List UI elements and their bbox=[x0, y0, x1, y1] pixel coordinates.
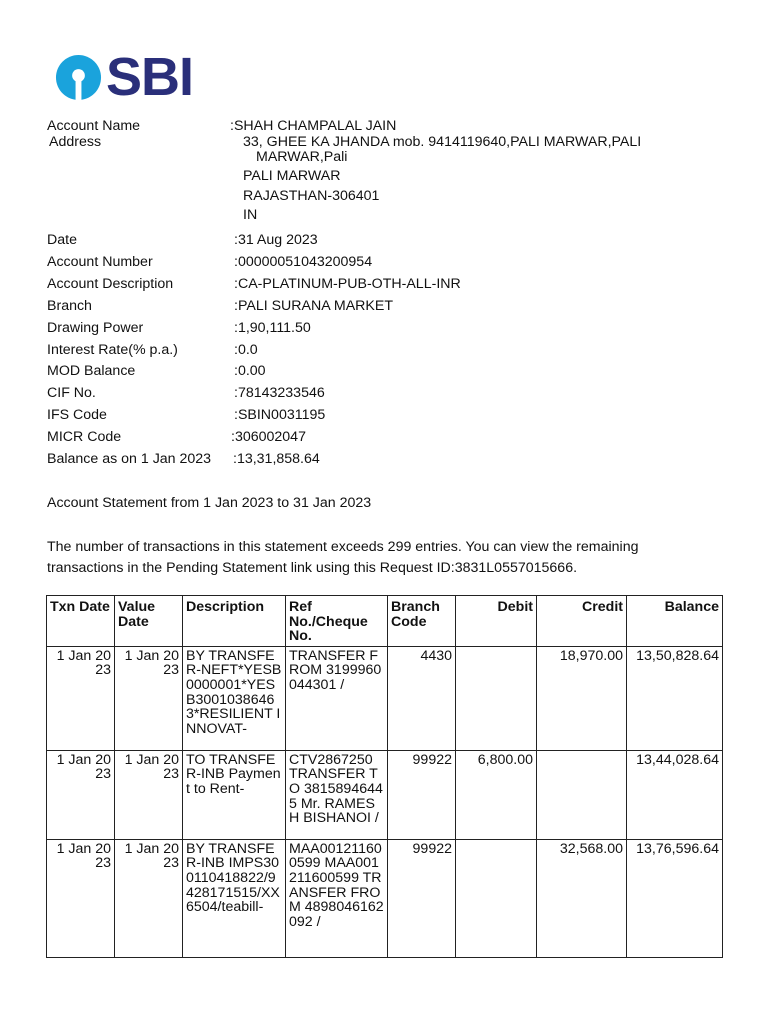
field-value: :306002047 bbox=[231, 429, 306, 445]
ref-cell: TRANSFER FROM 3199960044301 / bbox=[286, 646, 388, 750]
account-name-value: :SHAH CHAMPALAL JAIN bbox=[230, 118, 397, 134]
header-balance: Balance bbox=[627, 596, 723, 647]
address-label: Address bbox=[49, 134, 102, 150]
field-value: :00000051043200954 bbox=[234, 254, 373, 270]
header-branch-code: Branch Code bbox=[388, 596, 456, 647]
branch-code-cell: 99922 bbox=[388, 750, 456, 839]
header-debit: Debit bbox=[456, 596, 537, 647]
field-label: CIF No. bbox=[47, 385, 96, 401]
statement-notice-line-2: transactions in the Pending Statement link using this Request ID:3831L0557015666. bbox=[47, 560, 578, 576]
header-txn-date: Txn Date bbox=[47, 596, 115, 647]
statement-period: Account Statement from 1 Jan 2023 to 31 Jan 2023 bbox=[47, 495, 372, 511]
field-label: Branch bbox=[47, 298, 92, 314]
table-row bbox=[47, 839, 723, 957]
transactions-table bbox=[46, 595, 723, 958]
address-line-2: MARWAR,Pali bbox=[256, 149, 348, 165]
field-label: MICR Code bbox=[47, 429, 122, 445]
field-label: Interest Rate(% p.a.) bbox=[47, 342, 178, 358]
logo-text: SBI bbox=[106, 47, 194, 107]
txn-date-cell: 1 Jan 2023 bbox=[47, 839, 115, 957]
header-ref: Ref No./Cheque No. bbox=[286, 596, 388, 647]
field-value: :1,90,111.50 bbox=[234, 320, 311, 336]
field-label: Account Description bbox=[47, 276, 174, 292]
branch-code-cell: 4430 bbox=[388, 646, 456, 750]
debit-cell bbox=[456, 646, 537, 750]
field-label: Drawing Power bbox=[47, 320, 144, 336]
field-value: :0.0 bbox=[234, 342, 258, 358]
header-credit: Credit bbox=[537, 596, 627, 647]
account-name-label: Account Name bbox=[47, 118, 141, 134]
field-label: IFS Code bbox=[47, 407, 107, 423]
table-row bbox=[47, 750, 723, 839]
credit-cell: 18,970.00 bbox=[537, 646, 627, 750]
ref-cell: MAA001211600599 MAA001211600599 TRANSFER FROM 4898046162092 / bbox=[286, 839, 388, 957]
field-label: MOD Balance bbox=[47, 363, 136, 379]
description-cell: BY TRANSFER-INB IMPS300110418822/9428171515/XX6504/teabill- bbox=[183, 839, 286, 957]
debit-cell bbox=[456, 839, 537, 957]
field-label: Balance as on 1 Jan 2023 bbox=[47, 451, 212, 467]
value-date-cell: 1 Jan 2023 bbox=[115, 646, 183, 750]
field-label: Account Number bbox=[47, 254, 153, 270]
header-description: Description bbox=[183, 596, 286, 647]
table-header-row bbox=[47, 596, 723, 647]
ref-cell: CTV2867250 TRANSFER TO 38158946445 Mr. RAMESH BISHANOI / bbox=[286, 750, 388, 839]
sbi-logo bbox=[55, 47, 194, 107]
field-value: :SBIN0031195 bbox=[234, 407, 326, 423]
field-value: :31 Aug 2023 bbox=[234, 232, 318, 248]
debit-cell: 6,800.00 bbox=[456, 750, 537, 839]
balance-cell: 13,76,596.64 bbox=[627, 839, 723, 957]
txn-date-cell: 1 Jan 2023 bbox=[47, 750, 115, 839]
value-date-cell: 1 Jan 2023 bbox=[115, 750, 183, 839]
txn-date-cell: 1 Jan 2023 bbox=[47, 646, 115, 750]
credit-cell: 32,568.00 bbox=[537, 839, 627, 957]
credit-cell bbox=[537, 750, 627, 839]
address-line-4: RAJASTHAN-306401 bbox=[243, 188, 380, 204]
address-line-3: PALI MARWAR bbox=[243, 168, 341, 184]
header-value-date: Value Date bbox=[115, 596, 183, 647]
field-value: :CA-PLATINUM-PUB-OTH-ALL-INR bbox=[234, 276, 461, 292]
field-value: :0.00 bbox=[234, 363, 266, 379]
field-value: :78143233546 bbox=[234, 385, 325, 401]
statement-notice-line-1: The number of transactions in this statement exceeds 299 entries. You can view the remaining bbox=[47, 539, 639, 555]
field-label: Date bbox=[47, 232, 77, 248]
sbi-keyhole-icon bbox=[55, 54, 102, 101]
branch-code-cell: 99922 bbox=[388, 839, 456, 957]
description-cell: BY TRANSFER-NEFT*YESB0000001*YESB30010386463*RESILIENT INNOVAT- bbox=[183, 646, 286, 750]
description-cell: TO TRANSFER-INB Payment to Rent- bbox=[183, 750, 286, 839]
address-line-1: 33, GHEE KA JHANDA mob. 9414119640,PALI MARWAR,PALI bbox=[243, 134, 642, 150]
value-date-cell: 1 Jan 2023 bbox=[115, 839, 183, 957]
balance-cell: 13,44,028.64 bbox=[627, 750, 723, 839]
field-value: :PALI SURANA MARKET bbox=[234, 298, 393, 314]
balance-cell: 13,50,828.64 bbox=[627, 646, 723, 750]
field-value: :13,31,858.64 bbox=[233, 451, 320, 467]
address-line-5: IN bbox=[243, 207, 258, 223]
table-row bbox=[47, 646, 723, 750]
